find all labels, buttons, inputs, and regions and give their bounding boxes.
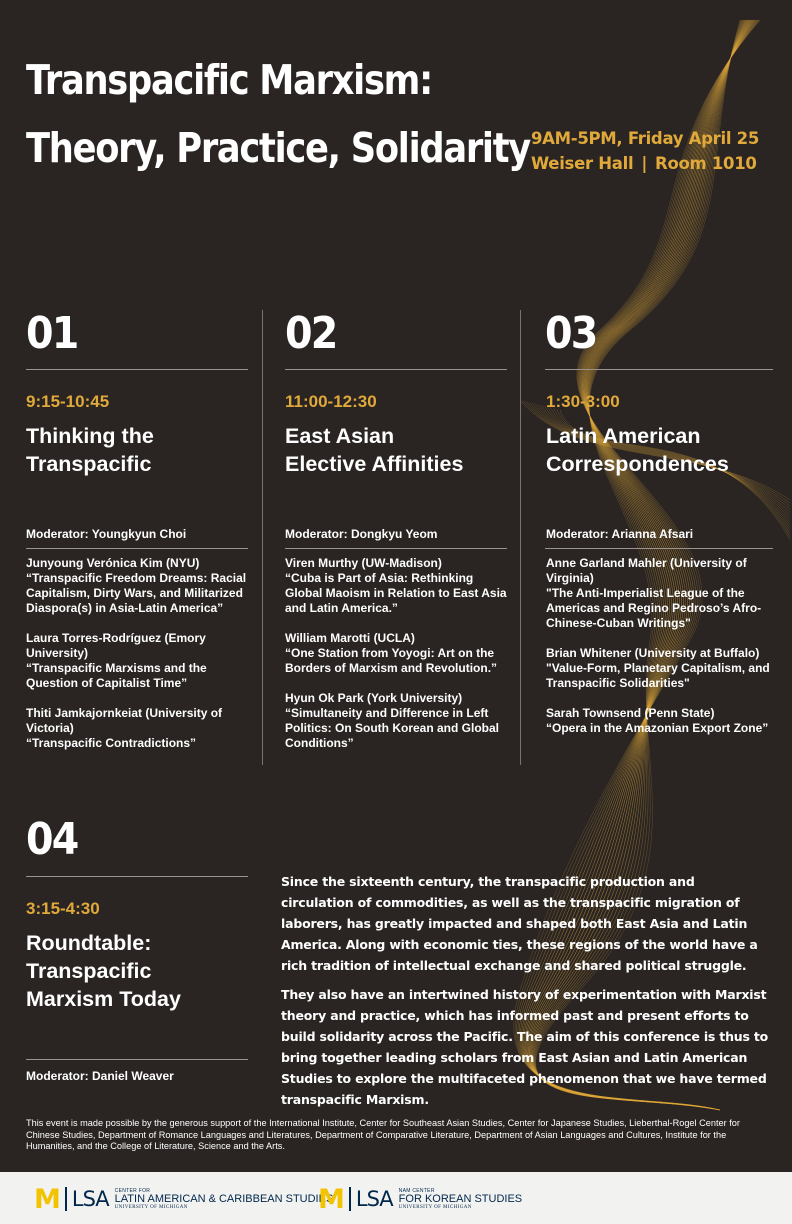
- talk-title: “Transpacific Marxisms and the Question of Capitalist Time”: [26, 661, 207, 690]
- session-time: 9:15-10:45: [26, 392, 110, 411]
- talk-speaker: Viren Murthy (UW-Madison): [285, 556, 442, 570]
- unit-university: UNIVERSITY OF MICHIGAN: [114, 1204, 188, 1210]
- moderator-rule: [285, 548, 507, 549]
- conference-description: [281, 871, 771, 1118]
- session-moderator: Moderator: Dongkyu Yeom: [285, 527, 438, 541]
- footer-logos: [0, 1172, 792, 1224]
- location-separator: |: [641, 154, 648, 173]
- unit-prefix: NAM CENTER: [398, 1187, 435, 1194]
- session-rule: [26, 369, 248, 370]
- session-time: 11:00-12:30: [285, 392, 377, 411]
- talk-title: “Cuba is Part of Asia: Rethinking Global Maoism in Relation to East Asia and Latin America.”: [285, 571, 507, 615]
- lsa-wordmark: LSA: [71, 1187, 109, 1211]
- session-rule: [545, 369, 773, 370]
- unit-university: UNIVERSITY OF MICHIGAN: [398, 1204, 472, 1210]
- column-divider-2: [520, 310, 521, 765]
- session-title-line: Transpacific: [26, 959, 152, 983]
- session-number: 01: [26, 308, 78, 359]
- talk-title: "The Anti-Imperialist League of the Americas and Regino Pedroso’s Afro-Chinese-Cuban Writings": [546, 586, 762, 630]
- unit-title: FOR KOREAN STUDIES: [398, 1192, 523, 1205]
- session-moderator: Moderator: Youngkyun Choi: [26, 527, 187, 541]
- talk-list: [285, 556, 509, 766]
- session-title: [546, 422, 729, 478]
- talk-item: [26, 556, 248, 616]
- description-paragraph: They also have an intertwined history of experimentation with Marxist theory and practice, which has informed past and present efforts to build solidarity across the Pacific. The aim of this conference is thus to bring together leading scholars from East Asian and Latin American Studies to explore the multifaceted phenomenon that we have termed transpacific Marxism.: [281, 987, 769, 1107]
- talk-item: [285, 631, 509, 676]
- session-title-line: Latin American: [546, 424, 701, 448]
- session-title-line: Correspondences: [546, 452, 729, 476]
- unit-name: [399, 1189, 522, 1210]
- logo-divider: [349, 1187, 351, 1211]
- moderator-rule: [545, 548, 773, 549]
- talk-speaker: Anne Garland Mahler (University of Virginia): [546, 556, 747, 585]
- session-title-line: Roundtable:: [26, 931, 152, 955]
- talk-title: “Transpacific Freedom Dreams: Racial Capitalism, Dirty Wars, and Militarized Diaspora(s) in Asia-Latin America”: [26, 571, 247, 615]
- talk-speaker: Brian Whitener (University at Buffalo): [546, 646, 760, 660]
- poster-title-line1: Transpacific Marxism:: [26, 56, 432, 104]
- talk-item: [546, 646, 771, 691]
- event-venue: Weiser Hall: [531, 154, 634, 173]
- event-time: 9AM-5PM, Friday April 25: [531, 129, 760, 148]
- moderator-rule: [26, 548, 248, 549]
- talk-item: [285, 691, 509, 751]
- session-number: 02: [285, 308, 337, 359]
- session-moderator: Moderator: Arianna Afsari: [546, 527, 694, 541]
- session-time: 3:15-4:30: [26, 899, 100, 918]
- session-time: 1:30-3:00: [546, 392, 620, 411]
- talk-list: [546, 556, 771, 751]
- unit-prefix: CENTER FOR: [114, 1187, 151, 1194]
- session-number: 03: [545, 308, 597, 359]
- talk-title: "Value-Form, Planetary Capitalism, and Transpacific Solidarities": [546, 661, 770, 690]
- lacs-logo: [34, 1185, 333, 1213]
- session-number: 04: [26, 814, 78, 865]
- event-info: [531, 126, 759, 176]
- session-title: [26, 422, 154, 478]
- moderator-rule: [26, 1059, 248, 1060]
- talk-list: [26, 556, 248, 766]
- session-title-line: East Asian: [285, 424, 395, 448]
- session-title-line: Elective Affinities: [285, 452, 464, 476]
- logo-divider: [65, 1187, 67, 1211]
- talk-speaker: Laura Torres-Rodríguez (Emory University): [26, 631, 206, 660]
- session-title: [26, 929, 181, 1013]
- event-location: [531, 151, 759, 176]
- sponsor-acknowledgement: This event is made possible by the generous support of the International Institute, Center for Southeast Asian Studies, Center for Japanese Studies, Lieberthal-Rogel Center for Chinese Studies, Department of Romance Languages and Literatures, Department of Comparative Literature, Department of Asian Languages and Cultures, Institute for the Humanities, and the College of Literature, Science and the Arts.: [26, 1118, 740, 1151]
- session-moderator: Moderator: Daniel Weaver: [26, 1069, 174, 1083]
- session-rule: [285, 369, 507, 370]
- talk-item: [26, 706, 248, 751]
- talk-item: [26, 631, 248, 691]
- session-title: [285, 422, 463, 478]
- talk-title: “Simultaneity and Difference in Left Politics: On South Korean and Global Conditions”: [285, 706, 500, 750]
- talk-speaker: Sarah Townsend (Penn State): [546, 706, 715, 720]
- block-m-icon: M: [34, 1183, 60, 1215]
- lsa-wordmark: LSA: [355, 1187, 393, 1211]
- unit-name: [115, 1189, 334, 1210]
- talk-item: [285, 556, 509, 616]
- unit-title: LATIN AMERICAN & CARIBBEAN STUDIES: [114, 1192, 334, 1205]
- session-rule: [26, 876, 248, 877]
- session-title-line: Marxism Today: [26, 987, 181, 1011]
- talk-item: [546, 556, 771, 631]
- poster-title-line2: Theory, Practice, Solidarity: [26, 124, 530, 172]
- session-title-line: Thinking the: [26, 424, 154, 448]
- talk-speaker: William Marotti (UCLA): [285, 631, 415, 645]
- talk-title: “Opera in the Amazonian Export Zone”: [546, 721, 769, 735]
- talk-item: [546, 706, 771, 736]
- talk-speaker: Hyun Ok Park (York University): [285, 691, 463, 705]
- column-divider-1: [262, 310, 263, 765]
- event-room: Room 1010: [655, 154, 757, 173]
- nam-center-logo: [318, 1185, 522, 1213]
- talk-speaker: Junyoung Verónica Kim (NYU): [26, 556, 200, 570]
- block-m-icon: M: [318, 1183, 344, 1215]
- talk-title: “One Station from Yoyogi: Art on the Borders of Marxism and Revolution.”: [285, 646, 498, 675]
- session-title-line: Transpacific: [26, 452, 152, 476]
- talk-speaker: Thiti Jamkajornkeiat (University of Victoria): [26, 706, 223, 735]
- talk-title: “Transpacific Contradictions”: [26, 736, 197, 750]
- description-paragraph: Since the sixteenth century, the transpacific production and circulation of commodities, as well as the transpacific migration of laborers, has greatly impacted and shaped both East Asia and Latin America. Along with economic ties, these regions of the world have a rich tradition of intellectual exchange and shared political struggle.: [281, 874, 758, 973]
